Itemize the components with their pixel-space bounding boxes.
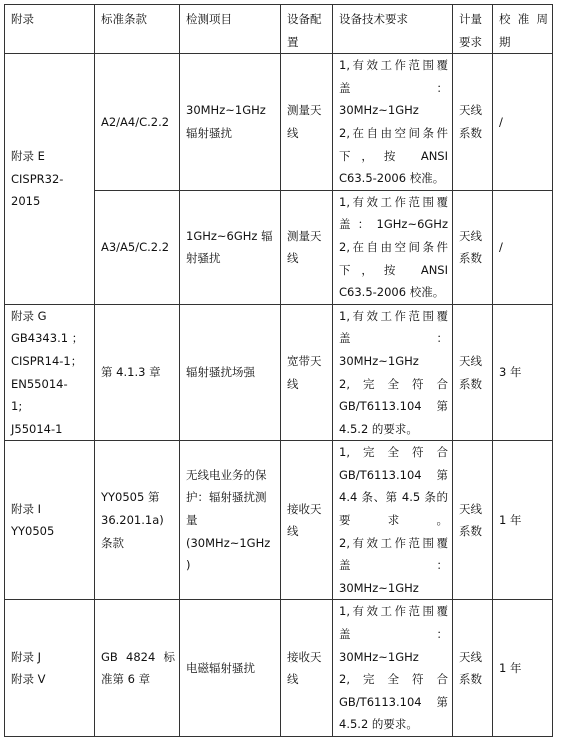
cell-line: /	[499, 239, 503, 254]
cell-item	[180, 600, 281, 737]
cell-line: 30MHz~1GHz	[339, 580, 419, 595]
test-requirements-table	[4, 4, 553, 737]
cell-metering	[453, 54, 493, 191]
cell-line: 准第 6 章	[101, 672, 151, 687]
header-calibration	[493, 5, 553, 54]
cell-line: 辐射骚扰	[186, 125, 232, 140]
cell-line: 3 年	[499, 365, 522, 380]
cell-calibration	[493, 190, 553, 304]
cell-line: 测量天	[287, 228, 322, 243]
cell-line: 36.201.1a)	[101, 513, 164, 528]
cell-line: 2,有效工作范围覆	[339, 535, 448, 550]
header-equipment	[281, 5, 333, 54]
cell-line: 设备技术要求	[339, 12, 408, 26]
cell-line: 系数	[459, 524, 482, 539]
cell-item	[180, 54, 281, 191]
cell-line: GB 4824 标	[101, 649, 175, 664]
cell-line: (30MHz~1GHz	[186, 535, 271, 550]
cell-clause	[95, 441, 180, 600]
cell-line: 30MHz~1GHz	[339, 649, 419, 664]
cell-line: 1,有效工作范围覆	[339, 308, 448, 323]
cell-clause	[95, 600, 180, 737]
cell-line: /	[499, 114, 503, 129]
cell-calibration	[493, 54, 553, 191]
cell-line: 盖：	[339, 558, 448, 573]
cell-item	[180, 441, 281, 600]
cell-line: 线	[287, 376, 299, 391]
cell-line: GB4343.1 ；	[11, 331, 84, 346]
cell-line: 附录 I	[11, 501, 42, 516]
cell-calibration	[493, 441, 553, 600]
cell-metering	[453, 190, 493, 304]
table-row	[5, 304, 553, 441]
header-appendix	[5, 5, 95, 54]
cell-line: 2,在自由空间条件	[339, 125, 448, 140]
cell-line: 线	[287, 524, 299, 539]
cell-line: 系数	[459, 251, 482, 266]
cell-line: 附录 E	[11, 149, 45, 164]
cell-line: 1,完全符合	[339, 445, 448, 460]
cell-requirement	[333, 190, 453, 304]
cell-line: 2,完全符合	[339, 672, 448, 687]
cell-line: C63.5-2006 校准。	[339, 285, 445, 300]
cell-line: 2015	[11, 194, 41, 209]
cell-line: 附录 V	[11, 672, 46, 687]
cell-line: 条款	[101, 535, 124, 550]
cell-line: 天线	[459, 353, 482, 368]
cell-calibration	[493, 600, 553, 737]
cell-item	[180, 304, 281, 441]
cell-equipment	[281, 54, 333, 191]
header-row	[5, 5, 553, 54]
table-row	[5, 600, 553, 737]
cell-line: 30MHz~1GHz	[339, 103, 419, 118]
cell-line: 1;	[11, 399, 23, 414]
cell-line: GB/T6113.104 第	[339, 467, 448, 482]
cell-line: 线	[287, 251, 299, 266]
cell-line: GB/T6113.104 第	[339, 694, 448, 709]
cell-line: 标准条款	[101, 12, 147, 26]
cell-line: 附录 J	[11, 649, 42, 664]
cell-line: 护：辐射骚扰测	[186, 490, 267, 505]
table-row	[5, 54, 553, 191]
cell-line: 1GHz~6GHz 辐	[186, 228, 273, 243]
cell-clause	[95, 190, 180, 304]
cell-appendix	[5, 54, 95, 305]
cell-line: 1,有效工作范围覆	[339, 194, 448, 209]
cell-equipment	[281, 190, 333, 304]
cell-metering	[453, 304, 493, 441]
cell-line: 第 4.1.3 章	[101, 365, 161, 380]
cell-line: 1,有效工作范围覆	[339, 58, 448, 73]
cell-equipment	[281, 441, 333, 600]
cell-clause	[95, 54, 180, 191]
cell-line: YY0505	[11, 524, 55, 539]
cell-line: 天线	[459, 103, 482, 118]
cell-line: EN55014-	[11, 376, 68, 391]
header-clause	[95, 5, 180, 54]
cell-appendix	[5, 600, 95, 737]
cell-line: A3/A5/C.2.2	[101, 239, 170, 254]
cell-line: 附录 G	[11, 308, 47, 323]
cell-item	[180, 190, 281, 304]
cell-line: 校准周	[499, 12, 548, 26]
header-requirement	[333, 5, 453, 54]
cell-line: 盖：1GHz~6GHz	[339, 217, 448, 232]
cell-line: 期	[499, 34, 511, 49]
cell-line: 盖：	[339, 80, 448, 95]
cell-line: J55014-1	[11, 421, 63, 436]
cell-line: 天线	[459, 501, 482, 516]
header-metering	[453, 5, 493, 54]
cell-line: 1 年	[499, 513, 522, 528]
cell-metering	[453, 441, 493, 600]
cell-line: 要求。	[339, 513, 448, 528]
cell-line: 4.5.2 的要求。	[339, 717, 418, 732]
cell-line: 线	[287, 125, 299, 140]
cell-calibration	[493, 304, 553, 441]
cell-requirement	[333, 441, 453, 600]
cell-line: 天线	[459, 228, 482, 243]
cell-line: 射骚扰	[186, 251, 221, 266]
cell-line: 测量天	[287, 103, 322, 118]
cell-line: 辐射骚扰场强	[186, 365, 255, 380]
cell-line: 下，按 ANSI	[339, 148, 448, 163]
cell-appendix	[5, 441, 95, 600]
cell-line: 计量	[459, 12, 482, 26]
cell-line: 宽带天	[287, 353, 322, 368]
cell-line: 接收天	[287, 649, 322, 664]
cell-line: 线	[287, 672, 299, 687]
cell-line: CISPR32-	[11, 171, 64, 186]
cell-line: 附录	[11, 12, 34, 26]
cell-line: 设备配	[287, 12, 322, 26]
cell-line: 2,完全符合	[339, 376, 448, 391]
cell-metering	[453, 600, 493, 737]
cell-line: 系数	[459, 125, 482, 140]
cell-requirement	[333, 304, 453, 441]
cell-line: 要求	[459, 34, 482, 49]
cell-line: CISPR14-1；	[11, 353, 83, 368]
cell-line: 电磁辐射骚扰	[186, 660, 255, 675]
cell-line: 盖：	[339, 627, 448, 642]
cell-equipment	[281, 600, 333, 737]
cell-line: 4.4 条、第 4.5 条的	[339, 490, 448, 505]
cell-line: 系数	[459, 376, 482, 391]
cell-equipment	[281, 304, 333, 441]
cell-line: 30MHz~1GHz	[339, 353, 419, 368]
cell-line: 无线电业务的保	[186, 467, 267, 482]
header-item	[180, 5, 281, 54]
cell-line: )	[186, 558, 191, 573]
cell-line: 置	[287, 34, 299, 49]
cell-line: YY0505 第	[101, 490, 160, 505]
cell-line: GB/T6113.104 第	[339, 399, 448, 414]
cell-line: 下，按 ANSI	[339, 262, 448, 277]
cell-line: 检测项目	[186, 12, 232, 26]
cell-requirement	[333, 54, 453, 191]
cell-line: 接收天	[287, 501, 322, 516]
table-row	[5, 441, 553, 600]
cell-line: 4.5.2 的要求。	[339, 421, 418, 436]
cell-line: 30MHz~1GHz	[186, 103, 266, 118]
cell-line: 1,有效工作范围覆	[339, 604, 448, 619]
cell-line: 2,在自由空间条件	[339, 239, 448, 254]
cell-clause	[95, 304, 180, 441]
cell-requirement	[333, 600, 453, 737]
cell-line: 量	[186, 513, 198, 528]
cell-appendix	[5, 304, 95, 441]
cell-line: 1 年	[499, 660, 522, 675]
cell-line: C63.5-2006 校准。	[339, 171, 445, 186]
cell-line: 盖：	[339, 331, 448, 346]
cell-line: 天线	[459, 649, 482, 664]
cell-line: 系数	[459, 672, 482, 687]
cell-line: A2/A4/C.2.2	[101, 114, 170, 129]
